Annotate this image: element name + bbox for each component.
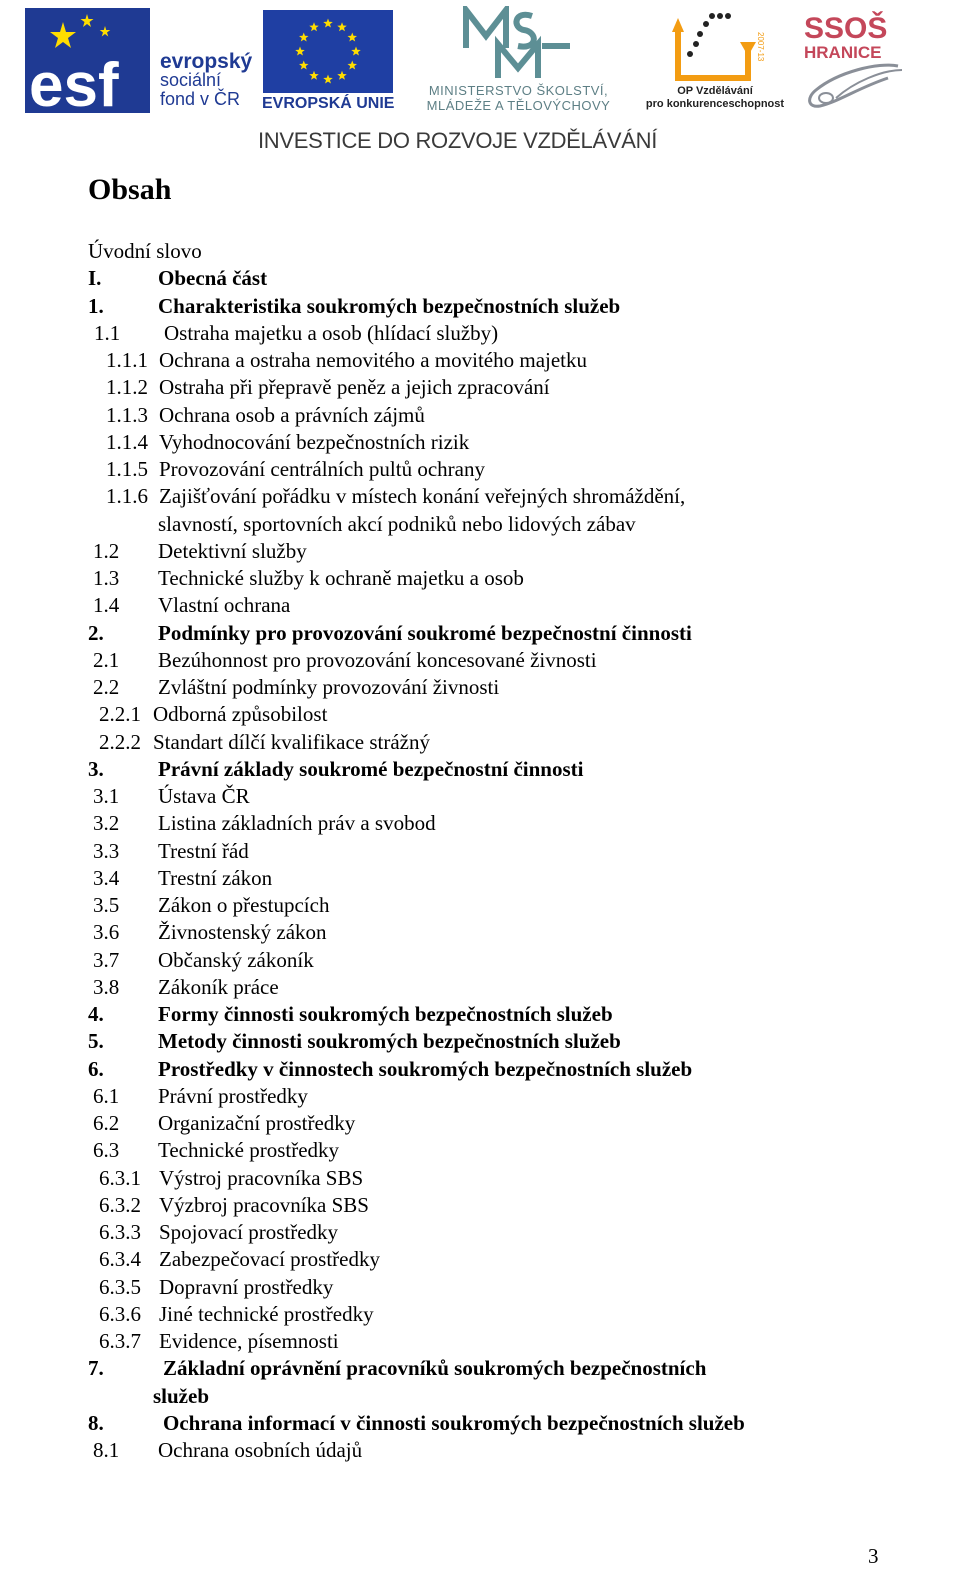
toc-entry-number: 6.3.4 bbox=[99, 1247, 141, 1272]
toc-entry bbox=[0, 1301, 960, 1328]
toc-entry-title: Právní základy soukromé bezpečnostní činnosti bbox=[158, 756, 584, 781]
msmt-text-line1: MINISTERSTVO ŠKOLSTVÍ, bbox=[428, 83, 609, 98]
toc-entry bbox=[0, 947, 960, 974]
esf-text-line3: fond v ČR bbox=[160, 89, 241, 109]
toc-entry-number: 1.2 bbox=[93, 538, 120, 563]
toc-entry-title: Zákon o přestupcích bbox=[158, 893, 330, 917]
toc-entry-title: Podmínky pro provozování soukromé bezpečnostní činnosti bbox=[158, 620, 692, 645]
toc-entry bbox=[0, 1083, 960, 1110]
toc-entry bbox=[0, 1437, 960, 1464]
toc-entry-title: Trestní řád bbox=[158, 838, 249, 863]
toc-entry bbox=[0, 1328, 960, 1355]
toc-entry bbox=[0, 456, 960, 483]
toc-entry-title: Právní prostředky bbox=[158, 1083, 308, 1108]
page-number: 3 bbox=[868, 1544, 879, 1568]
toc-entry-title: Ochrana a ostraha nemovitého a movitého majetku bbox=[159, 348, 588, 372]
toc-entry-number: 1.1.2 bbox=[106, 375, 148, 400]
toc-entry-title: slavností, sportovních akcí podniků nebo lidových zábav bbox=[158, 511, 636, 536]
toc-entry bbox=[0, 1246, 960, 1273]
toc-entry-number: 7. bbox=[88, 1356, 104, 1381]
toc-entry bbox=[0, 729, 960, 756]
toc-entry-number: 1.1.3 bbox=[106, 402, 148, 427]
toc-entry-title: Základní oprávnění pracovníků soukromých bezpečnostních bbox=[163, 1356, 707, 1381]
toc-entry bbox=[0, 1137, 960, 1164]
toc-entry bbox=[0, 892, 960, 919]
toc-entry-title: služeb bbox=[153, 1383, 210, 1408]
toc-entry-title: Zajišťování pořádku v místech konání veřejných shromáždění, bbox=[159, 484, 686, 509]
toc-entry bbox=[0, 483, 960, 510]
toc-entry-title: Bezúhonnost pro provozování koncesované živnosti bbox=[158, 647, 597, 672]
toc-entry-title: Zvláštní podmínky provozování živnosti bbox=[158, 675, 500, 699]
toc-entry bbox=[0, 1355, 960, 1382]
toc-entry-number: 1.1.5 bbox=[106, 457, 148, 481]
toc-entry bbox=[0, 1110, 960, 1137]
toc-entry-number: 3. bbox=[88, 756, 104, 781]
toc-entry bbox=[0, 1056, 960, 1083]
toc-entry-title: Ochrana informací v činnosti soukromých bezpečnostních služeb bbox=[163, 1410, 745, 1435]
toc-entry-title: Ostraha při přepravě peněz a jejich zpracování bbox=[159, 375, 550, 400]
op-text-line1: OP Vzdělávání bbox=[677, 85, 753, 97]
toc-entry-title: Obecná část bbox=[158, 266, 268, 291]
toc-entry-number: 1.1 bbox=[94, 320, 121, 345]
toc-entry-title: Prostředky v činnostech soukromých bezpečnostních služeb bbox=[158, 1056, 693, 1081]
toc-entry bbox=[0, 620, 960, 647]
toc-entry-number: 6.3 bbox=[93, 1138, 120, 1163]
toc-entry bbox=[0, 511, 960, 538]
toc-entry-number: 1.1.1 bbox=[106, 348, 148, 372]
toc-entry bbox=[0, 783, 960, 810]
toc-entry-title: Úvodní slovo bbox=[88, 239, 202, 263]
toc-entry-number: 3.5 bbox=[93, 893, 120, 917]
toc-entry bbox=[0, 810, 960, 837]
toc-entry-title: Trestní zákon bbox=[158, 865, 273, 890]
toc-entry-title: Technické prostředky bbox=[158, 1138, 340, 1163]
header-logos bbox=[0, 0, 960, 170]
toc-entry-title: Výstroj pracovníka SBS bbox=[159, 1165, 364, 1190]
msmt-logo-icon bbox=[462, 6, 574, 82]
toc-entry bbox=[0, 347, 960, 374]
toc-entry-title: Organizační prostředky bbox=[158, 1111, 356, 1135]
table-of-contents bbox=[0, 238, 960, 1464]
toc-entry-title: Technické služby k ochraně majetku a osob bbox=[158, 566, 524, 590]
toc-entry-number: 3.7 bbox=[93, 947, 120, 972]
toc-entry bbox=[0, 1383, 960, 1410]
toc-entry bbox=[0, 865, 960, 892]
toc-entry bbox=[0, 1192, 960, 1219]
toc-entry bbox=[0, 1165, 960, 1192]
toc-entry-title: Evidence, písemnosti bbox=[159, 1329, 339, 1353]
op-logo-text bbox=[640, 85, 790, 111]
toc-entry-number: 6.3.2 bbox=[99, 1192, 141, 1217]
toc-entry-number: 6.3.6 bbox=[99, 1301, 141, 1326]
toc-entry bbox=[0, 1410, 960, 1437]
toc-entry bbox=[0, 919, 960, 946]
toc-entry-title: Charakteristika soukromých bezpečnostních služeb bbox=[158, 293, 621, 318]
toc-entry-number: 3.8 bbox=[93, 974, 120, 999]
toc-entry-title: Spojovací prostředky bbox=[159, 1220, 339, 1244]
toc-entry-number: 6.3.5 bbox=[99, 1274, 141, 1299]
toc-entry-number: 8. bbox=[88, 1410, 104, 1435]
tagline: INVESTICE DO ROZVOJE VZDĚLÁVÁNÍ bbox=[258, 128, 658, 153]
ssos-logo-line2: HRANICE bbox=[804, 43, 882, 62]
toc-entry-title: Odborná způsobilost bbox=[153, 702, 328, 727]
toc-entry bbox=[0, 320, 960, 347]
eu-logo-label: EVROPSKÁ UNIE bbox=[262, 95, 395, 112]
toc-entry-title: Listina základních práv a svobod bbox=[158, 811, 436, 836]
toc-entry-title: Živnostenský zákon bbox=[158, 920, 327, 945]
toc-entry bbox=[0, 402, 960, 429]
toc-entry bbox=[0, 265, 960, 292]
esf-logo-icon bbox=[25, 8, 150, 113]
toc-entry bbox=[0, 238, 960, 265]
toc-entry-number: 3.4 bbox=[93, 865, 120, 890]
toc-entry-number: 2.1 bbox=[93, 647, 120, 672]
ssos-logo-line1: SSOŠ bbox=[804, 12, 888, 45]
toc-entry bbox=[0, 756, 960, 783]
toc-entry bbox=[0, 565, 960, 592]
toc-entry-number: 8.1 bbox=[93, 1438, 120, 1462]
svg-text:2007-13: 2007-13 bbox=[756, 32, 765, 62]
toc-entry bbox=[0, 1001, 960, 1028]
toc-entry-number: 1.1.4 bbox=[106, 429, 148, 454]
toc-entry-title: Zabezpečovací prostředky bbox=[159, 1247, 380, 1272]
toc-entry-title: Výzbroj pracovníka SBS bbox=[159, 1192, 369, 1217]
esf-text-line1: evropský bbox=[160, 50, 253, 73]
toc-entry-title: Vyhodnocování bezpečnostních rizik bbox=[159, 429, 470, 454]
toc-entry-number: 2.2.1 bbox=[99, 702, 141, 727]
toc-entry-number: 2. bbox=[88, 620, 104, 645]
toc-entry-number: 6.1 bbox=[93, 1083, 120, 1108]
toc-entry-number: 3.3 bbox=[93, 838, 120, 863]
toc-entry bbox=[0, 374, 960, 401]
toc-entry-number: 1.3 bbox=[93, 566, 120, 590]
toc-entry-title: Občanský zákoník bbox=[158, 947, 314, 972]
toc-entry-number: 1.1.6 bbox=[106, 484, 148, 509]
esf-text-line2: sociální bbox=[160, 70, 222, 90]
toc-entry-number: I. bbox=[88, 266, 102, 291]
msmt-logo-text bbox=[406, 83, 631, 113]
toc-entry bbox=[0, 701, 960, 728]
ssos-hranice-logo bbox=[798, 8, 918, 113]
msmt-text-line2: MLÁDEŽE A TĚLOVÝCHOVY bbox=[426, 98, 611, 113]
toc-entry-number: 2.2 bbox=[93, 675, 120, 699]
toc-entry bbox=[0, 592, 960, 619]
toc-entry-number: 6. bbox=[88, 1056, 104, 1081]
esf-logo-text bbox=[160, 52, 252, 109]
toc-entry-number: 3.6 bbox=[93, 920, 120, 945]
svg-text:esf: esf bbox=[29, 51, 119, 113]
toc-entry bbox=[0, 538, 960, 565]
toc-entry-title: Ochrana osob a právních zájmů bbox=[159, 402, 425, 427]
toc-entry-number: 1. bbox=[88, 293, 104, 318]
toc-entry-number: 4. bbox=[88, 1002, 104, 1026]
toc-entry-title: Vlastní ochrana bbox=[158, 593, 291, 618]
toc-entry-number: 3.1 bbox=[93, 784, 120, 808]
toc-entry-title: Ústava ČR bbox=[158, 784, 250, 808]
toc-entry-number: 1.4 bbox=[93, 593, 120, 618]
toc-entry-title: Zákoník práce bbox=[158, 974, 279, 999]
toc-entry bbox=[0, 647, 960, 674]
toc-entry-number: 6.3.1 bbox=[99, 1165, 141, 1190]
toc-entry bbox=[0, 1028, 960, 1055]
toc-entry bbox=[0, 293, 960, 320]
toc-entry-title: Ochrana osobních údajů bbox=[158, 1438, 363, 1462]
toc-entry bbox=[0, 1219, 960, 1246]
toc-entry-title: Formy činnosti soukromých bezpečnostních služeb bbox=[158, 1002, 613, 1026]
page-title: Obsah bbox=[88, 173, 172, 206]
toc-entry-title: Dopravní prostředky bbox=[159, 1274, 334, 1299]
toc-entry bbox=[0, 974, 960, 1001]
toc-entry-title: Detektivní služby bbox=[158, 538, 307, 563]
toc-entry-number: 5. bbox=[88, 1029, 104, 1054]
toc-entry-number: 3.2 bbox=[93, 811, 120, 836]
toc-entry-number: 6.3.7 bbox=[99, 1329, 141, 1353]
eu-flag-icon bbox=[263, 10, 393, 93]
toc-entry-number: 2.2.2 bbox=[99, 729, 141, 754]
toc-entry-title: Ostraha majetku a osob (hlídací služby) bbox=[164, 320, 499, 345]
toc-entry-title: Metody činnosti soukromých bezpečnostních služeb bbox=[158, 1029, 621, 1054]
toc-entry-number: 6.3.3 bbox=[99, 1220, 141, 1244]
toc-entry bbox=[0, 674, 960, 701]
toc-entry-title: Provozování centrálních pultů ochrany bbox=[159, 457, 485, 481]
toc-entry bbox=[0, 1274, 960, 1301]
toc-entry-title: Standart dílčí kvalifikace strážný bbox=[153, 729, 430, 754]
toc-entry-title: Jiné technické prostředky bbox=[159, 1301, 374, 1326]
toc-entry-number: 6.2 bbox=[93, 1111, 120, 1135]
op-text-line2: pro konkurenceschopnost bbox=[645, 98, 785, 110]
toc-entry bbox=[0, 429, 960, 456]
toc-entry bbox=[0, 838, 960, 865]
op-logo-icon bbox=[670, 8, 765, 86]
